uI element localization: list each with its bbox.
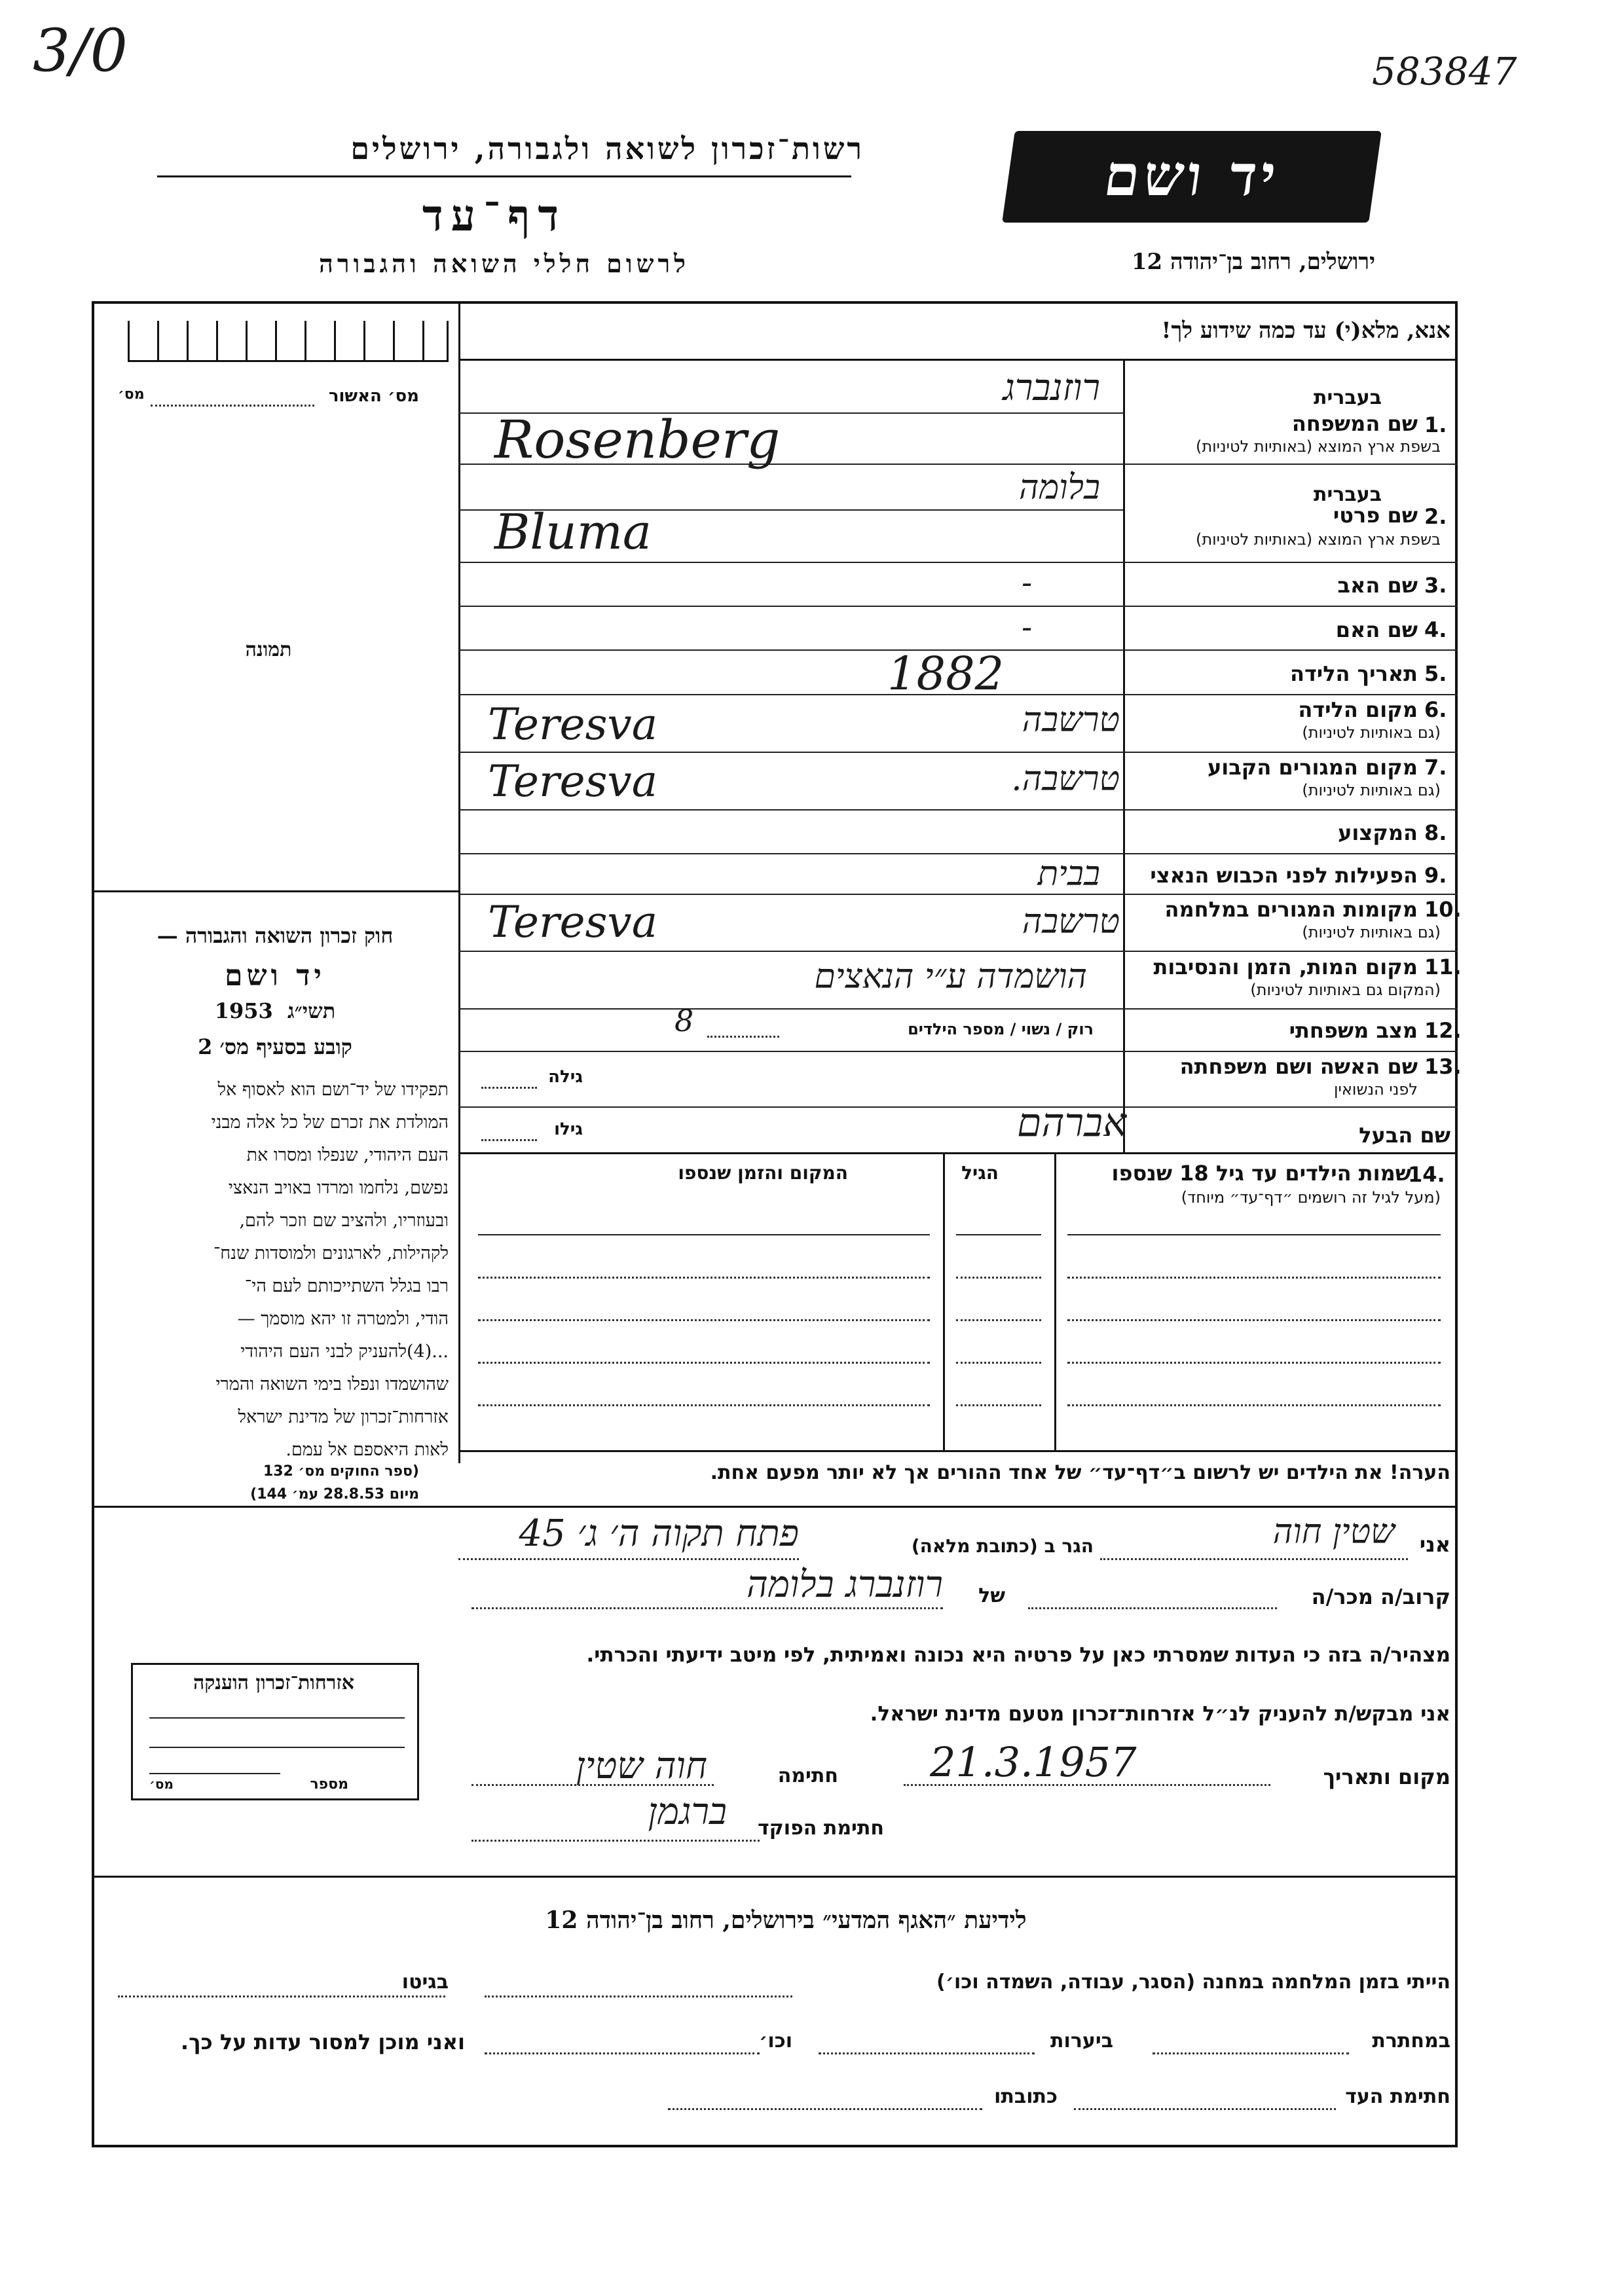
field-10-sub: (גם באותיות לטיניות) <box>1302 923 1441 941</box>
footer-camp-label: הייתי בזמן המלחמה במחנה (הסגר, עבודה, השמדה וכו׳) <box>936 1971 1450 1994</box>
signature-label: חתימה <box>777 1764 838 1787</box>
mother-name-value: - <box>1022 609 1033 646</box>
marital-status-options: רוק / נשוי / מספר הילדים <box>908 1020 1094 1038</box>
field-2-tag: בעברית <box>1314 483 1382 506</box>
photo-label: תמונה <box>245 638 292 661</box>
footer-forests-label: ביערות <box>1050 2030 1113 2052</box>
footer-testimony-label: ואני מוכן למסור עדות על כך. <box>180 2030 465 2054</box>
field-2-label: שם פרטי <box>1333 503 1418 528</box>
of-label: של <box>978 1584 1005 1607</box>
citizenship-title: אזרחות־זכרון הוענקה <box>193 1671 355 1694</box>
stamp-boxes <box>128 321 449 367</box>
field-1-sub: בשפת ארץ המוצא (באותיות לטיניות) <box>1196 437 1441 456</box>
authority-name: רשות־זכרון לשואה ולגבורה, ירושלים <box>350 131 864 166</box>
children-age-header: הגיל <box>961 1162 999 1184</box>
residence-hebrew-value: טרשבה. <box>1011 759 1120 799</box>
field-5-number: 5. <box>1424 661 1447 686</box>
field-12-number: 12. <box>1424 1018 1462 1043</box>
children-count-value: 8 <box>674 1003 694 1038</box>
children-section-number: 14. <box>1408 1162 1445 1187</box>
law-text-line: ובעוזריו, ולהציב שם וזכר להם, <box>239 1211 449 1231</box>
logo-text: יד ושם <box>1099 143 1284 209</box>
husband-age-label: גילו <box>554 1120 583 1139</box>
footer-witness-signature-label: חתימת העד <box>1345 2085 1450 2108</box>
given-name-hebrew-value: בלומה <box>1019 468 1100 507</box>
field-4-number: 4. <box>1424 617 1447 642</box>
official-signature-label: חתימת הפוקד <box>758 1817 884 1840</box>
form-title: דף־עד <box>422 190 567 241</box>
law-reference-2: מיום 28.8.53 עמ׳ 144) <box>250 1486 419 1503</box>
law-year-number: 1953 <box>214 998 273 1023</box>
law-section: קובע בסעיף מס׳ 2 <box>198 1034 352 1059</box>
field-13-label: שם האשה ושם משפחתה <box>1179 1054 1418 1079</box>
field-2-number: 2. <box>1424 504 1447 529</box>
surname-hebrew-value: רוזנברג <box>1003 367 1100 409</box>
intro-instruction: אנא, מלא(י) עד כמה שידוע לך! <box>1161 318 1450 344</box>
field-8-number: 8. <box>1424 820 1447 845</box>
footer-ghetto-label: בגיטו <box>401 1971 449 1994</box>
citizenship-number-label: מספר <box>310 1776 348 1793</box>
surname-latin-value: Rosenberg <box>494 409 781 470</box>
declarant-i-label: אני <box>1419 1532 1450 1557</box>
footer-etc-label: וכו׳ <box>759 2030 792 2052</box>
husband-name-value: אברהם <box>1017 1100 1126 1146</box>
field-7-number: 7. <box>1424 755 1447 780</box>
death-place-value: הושמדה ע״י הנאצים <box>814 957 1087 996</box>
citizenship-no-label: מס׳ <box>149 1776 174 1792</box>
handwritten-mark: 3/0 <box>33 16 128 85</box>
given-name-latin-value: Bluma <box>494 504 652 560</box>
law-reference-1: (ספר החוקים מס׳ 132 <box>263 1463 419 1480</box>
law-text-line: לקהילות, לארגונים ולמוסדות שנח־ <box>213 1243 449 1264</box>
law-text-line: שהושמדו ונפלו בימי השואה והמרי <box>215 1374 449 1394</box>
prewar-activity-value: בבית <box>1037 854 1100 894</box>
law-text-line: אזרחות־זכרון של מדינת ישראל <box>238 1407 449 1427</box>
law-year <box>105 998 445 1023</box>
declarant-address-value: פתח תקוה ה׳ ג׳ 45 <box>519 1512 799 1555</box>
children-place-header: המקום והזמן שנספו <box>678 1162 848 1184</box>
wife-age-label: גילה <box>548 1067 583 1087</box>
footer-title: לידיעת ״האגף המדעי״ בירושלים, רחוב בן־יהודה 12 <box>545 1906 1027 1934</box>
approval-no-label: מס׳ <box>118 386 145 403</box>
law-name: יד ושם <box>225 959 325 993</box>
field-11-number: 11. <box>1424 955 1462 979</box>
residence-latin-value: Teresva <box>488 756 658 807</box>
birthplace-latin-value: Teresva <box>488 699 658 750</box>
field-6-label: מקום הלידה <box>1298 697 1418 722</box>
children-section-title: שמות הילדים עד גיל 18 שנספו <box>1111 1161 1411 1186</box>
wartime-residence-hebrew-value: טרשבה <box>1022 902 1120 941</box>
footer-address-label: כתובתו <box>994 2085 1058 2108</box>
field-1-label: שם המשפחה <box>1291 411 1418 436</box>
declaration-date-value: 21.3.1957 <box>930 1738 1137 1786</box>
field-8-label: המקצוע <box>1338 820 1418 845</box>
official-signature: ברגמן <box>648 1791 727 1833</box>
husband-label: שם הבעל <box>1359 1123 1450 1148</box>
declarant-name-value: שטין חוה <box>1272 1512 1395 1552</box>
field-9-number: 9. <box>1424 863 1447 888</box>
children-note: הערה! את הילדים יש לרשום ב״דף־עד״ של אחד ההורים אך לא יותר מפעם אחת. <box>710 1461 1450 1484</box>
field-11-sub: (המקום גם באותיות לטיניות) <box>1250 981 1441 999</box>
declarant-signature: חוה שטין <box>576 1745 707 1787</box>
law-text-line: הודי, ולמטרה זו יהא מוסמך — <box>237 1309 449 1329</box>
children-section-sub: (מעל לגיל זה רושמים ״דף־עד״ מיוחד) <box>1181 1188 1441 1207</box>
relation-label: קרוב/ה מכר/ה <box>1311 1584 1450 1609</box>
citizenship-box <box>131 1663 419 1800</box>
field-13-sub: לפני הנשואין <box>1333 1080 1418 1099</box>
field-4-label: שם האם <box>1335 617 1418 642</box>
approval-label: מס׳ האשור <box>328 386 419 406</box>
law-text-line: לאות היאספם אל עמם. <box>286 1440 449 1460</box>
field-10-label: מקומות המגורים במלחמה <box>1164 897 1418 922</box>
declaration-statement: מצהיר/ה בזה כי העדות שמסרתי כאן על פרטיה היא נכונה ואמיתית, לפי מיטב ידיעתי והכרתי. <box>586 1643 1450 1667</box>
wartime-residence-latin-value: Teresva <box>488 897 658 947</box>
handwritten-archive-number: 583847 <box>1372 49 1517 94</box>
birth-date-value: 1882 <box>887 647 1005 701</box>
field-3-label: שם האב <box>1337 573 1418 598</box>
field-7-sub: (גם באותיות לטיניות) <box>1302 781 1441 799</box>
form-subtitle: לרשום חללי השואה והגבורה <box>319 249 690 278</box>
field-5-label: תאריך הלידה <box>1289 661 1418 686</box>
field-13-number: 13. <box>1424 1054 1462 1079</box>
field-2-sub: בשפת ארץ המוצא (באותיות לטיניות) <box>1196 530 1441 549</box>
relation-value: רוזנברג בלומה <box>747 1563 943 1606</box>
law-text-line: ...(4)להעניק לבני העם היהודי <box>240 1341 449 1362</box>
law-year-hebrew: תשי״ג <box>287 998 336 1023</box>
law-text-line: רבו בגלל השתייכותם לעם הי־ <box>244 1276 449 1296</box>
field-3-number: 3. <box>1424 573 1447 598</box>
field-12-label: מצב משפחתי <box>1289 1018 1418 1043</box>
law-text-line: תפקידו של יד־ושם הוא לאסוף אל <box>217 1080 449 1100</box>
law-text-line: נפשם, נלחמו ומרדו באויב הנאצי <box>228 1178 449 1198</box>
birthplace-hebrew-value: טרשבה <box>1022 701 1120 740</box>
field-10-number: 10. <box>1424 897 1462 922</box>
field-7-label: מקום המגורים הקבוע <box>1207 755 1418 780</box>
residing-label: הגר ב (כתובת מלאה) <box>911 1535 1094 1557</box>
organization-address: ירושלים, רחוב בן־יהודה 12 <box>1131 249 1375 275</box>
field-1-tag: בעברית <box>1314 386 1382 409</box>
law-text <box>105 1074 449 1467</box>
father-name-value: - <box>1022 564 1033 601</box>
place-date-label: מקום ותאריך <box>1323 1764 1450 1789</box>
field-11-label: מקום המות, הזמן והנסיבות <box>1153 955 1418 979</box>
field-9-label: הפעילות לפני הכבוש הנאצי <box>1150 863 1418 888</box>
field-6-sub: (גם באותיות לטיניות) <box>1302 723 1441 742</box>
yad-vashem-logo <box>1002 131 1382 223</box>
law-heading: חוק זכרון השואה והגבורה — <box>157 923 394 948</box>
field-6-number: 6. <box>1424 697 1447 722</box>
citizenship-request: אני מבקש/ת להעניק לנ״ל אזרחות־זכרון מטעם מדינת ישראל. <box>870 1702 1450 1726</box>
law-text-line: העם היהודי, שנפלו ומסרו את <box>246 1145 449 1165</box>
footer-underground-label: במחתרת <box>1372 2030 1450 2052</box>
law-text-line: המולדת את זכרם של כל אלה מבני <box>211 1112 449 1133</box>
field-1-number: 1. <box>1424 412 1447 437</box>
